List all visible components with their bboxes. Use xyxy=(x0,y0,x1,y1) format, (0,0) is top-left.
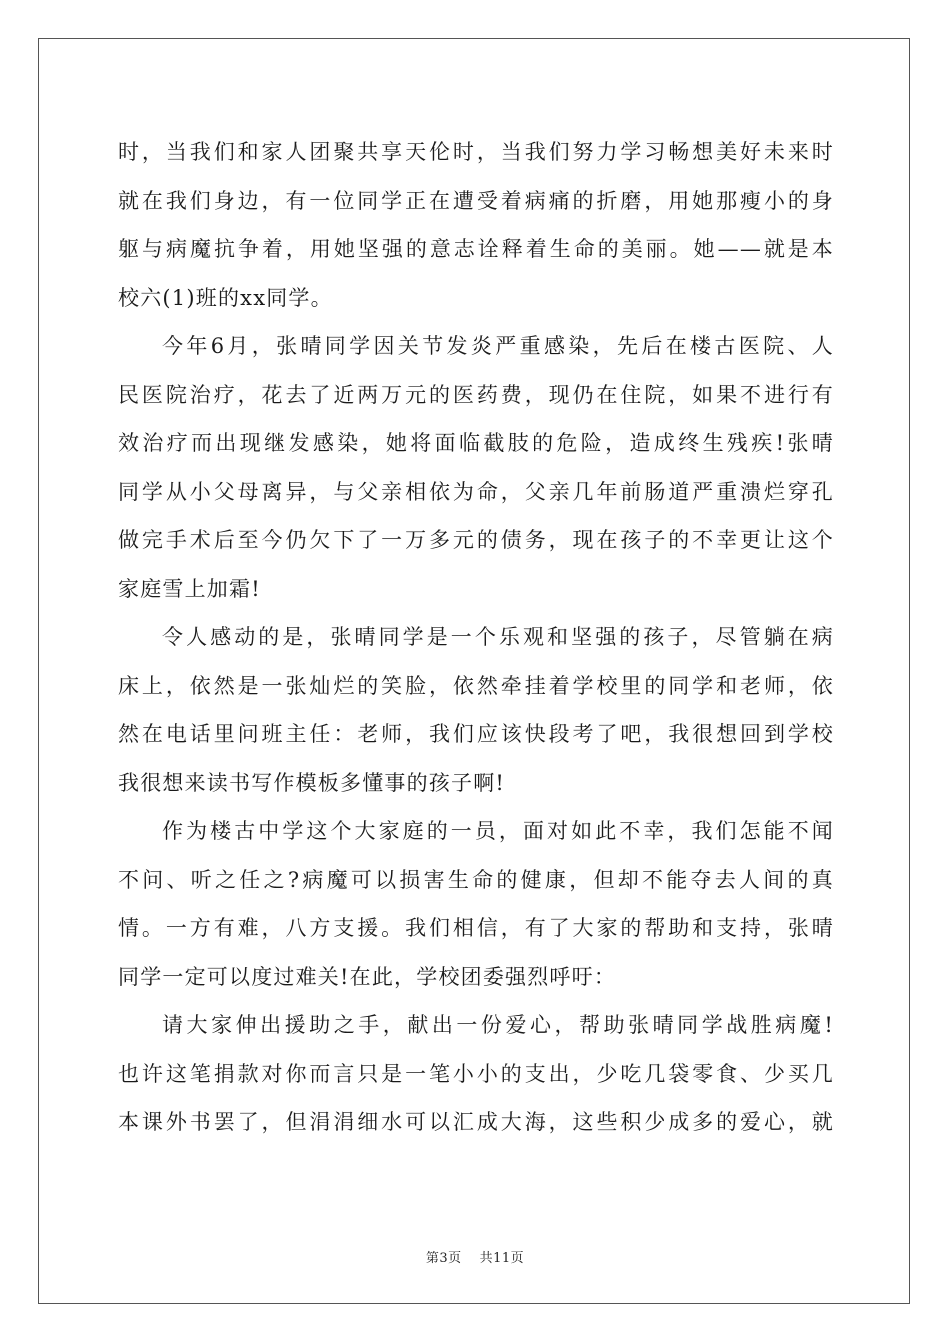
text-line: 校六(1)班的xx同学。 xyxy=(118,285,333,310)
page-footer xyxy=(0,1247,950,1266)
text-line: 作为楼古中学这个大家庭的一员，面对如此不幸，我们怎能不闻 xyxy=(162,819,834,843)
text-line: 床上，依然是一张灿烂的笑脸，依然牵挂着学校里的同学和老师，依 xyxy=(118,673,834,698)
text-line: 同学从小父母离异，与父亲相依为命，父亲几年前肠道严重溃烂穿孔 xyxy=(118,479,834,504)
text-line: 我很想来读书写作模板多懂事的孩子啊! xyxy=(118,770,506,795)
page-number-total: 共11页 xyxy=(479,1251,525,1266)
paragraph xyxy=(118,807,834,1001)
paragraph xyxy=(118,322,834,613)
text-line: 情。一方有难，八方支援。我们相信，有了大家的帮助和支持，张晴 xyxy=(118,916,834,940)
text-line: 就在我们身边，有一位同学正在遭受着病痛的折磨，用她那瘦小的身 xyxy=(118,188,834,213)
text-line: 本课外书罢了，但涓涓细水可以汇成大海，这些积少成多的爱心，就 xyxy=(118,1110,834,1134)
text-line: 请大家伸出援助之手，献出一份爱心，帮助张晴同学战胜病魔! xyxy=(162,1013,834,1037)
page-number-current: 第3页 xyxy=(425,1251,462,1266)
text-line: 也许这笔捐款对你而言只是一笔小小的支出，少吃几袋零食、少买几 xyxy=(118,1061,834,1086)
text-line: 家庭雪上加霜! xyxy=(118,576,261,601)
paragraph xyxy=(118,128,834,322)
text-line: 令人感动的是，张晴同学是一个乐观和坚强的孩子，尽管躺在病 xyxy=(162,625,834,649)
text-line: 民医院治疗，花去了近两万元的医药费，现仍在住院，如果不进行有 xyxy=(118,382,834,407)
paragraph xyxy=(118,1001,834,1147)
text-line: 今年6月，张晴同学因关节发炎严重感染，先后在楼古医院、人 xyxy=(162,334,834,358)
text-line: 不问、听之任之?病魔可以损害生命的健康，但却不能夺去人间的真 xyxy=(118,867,834,892)
text-line: 时，当我们和家人团聚共享天伦时，当我们努力学习畅想美好未来时 xyxy=(118,140,834,164)
text-line: 做完手术后至今仍欠下了一万多元的债务，现在孩子的不幸更让这个 xyxy=(118,528,834,552)
paragraph xyxy=(118,613,834,807)
text-line: 效治疗而出现继发感染，她将面临截肢的危险，造成终生残疾!张晴 xyxy=(118,431,834,455)
text-line: 躯与病魔抗争着，用她坚强的意志诠释着生命的美丽。她——就是本 xyxy=(118,237,834,261)
text-line: 同学一定可以度过难关!在此，学校团委强烈呼吁： xyxy=(118,964,617,989)
document-body xyxy=(118,128,834,1147)
text-line: 然在电话里问班主任：老师，我们应该快段考了吧，我很想回到学校 xyxy=(118,722,834,746)
